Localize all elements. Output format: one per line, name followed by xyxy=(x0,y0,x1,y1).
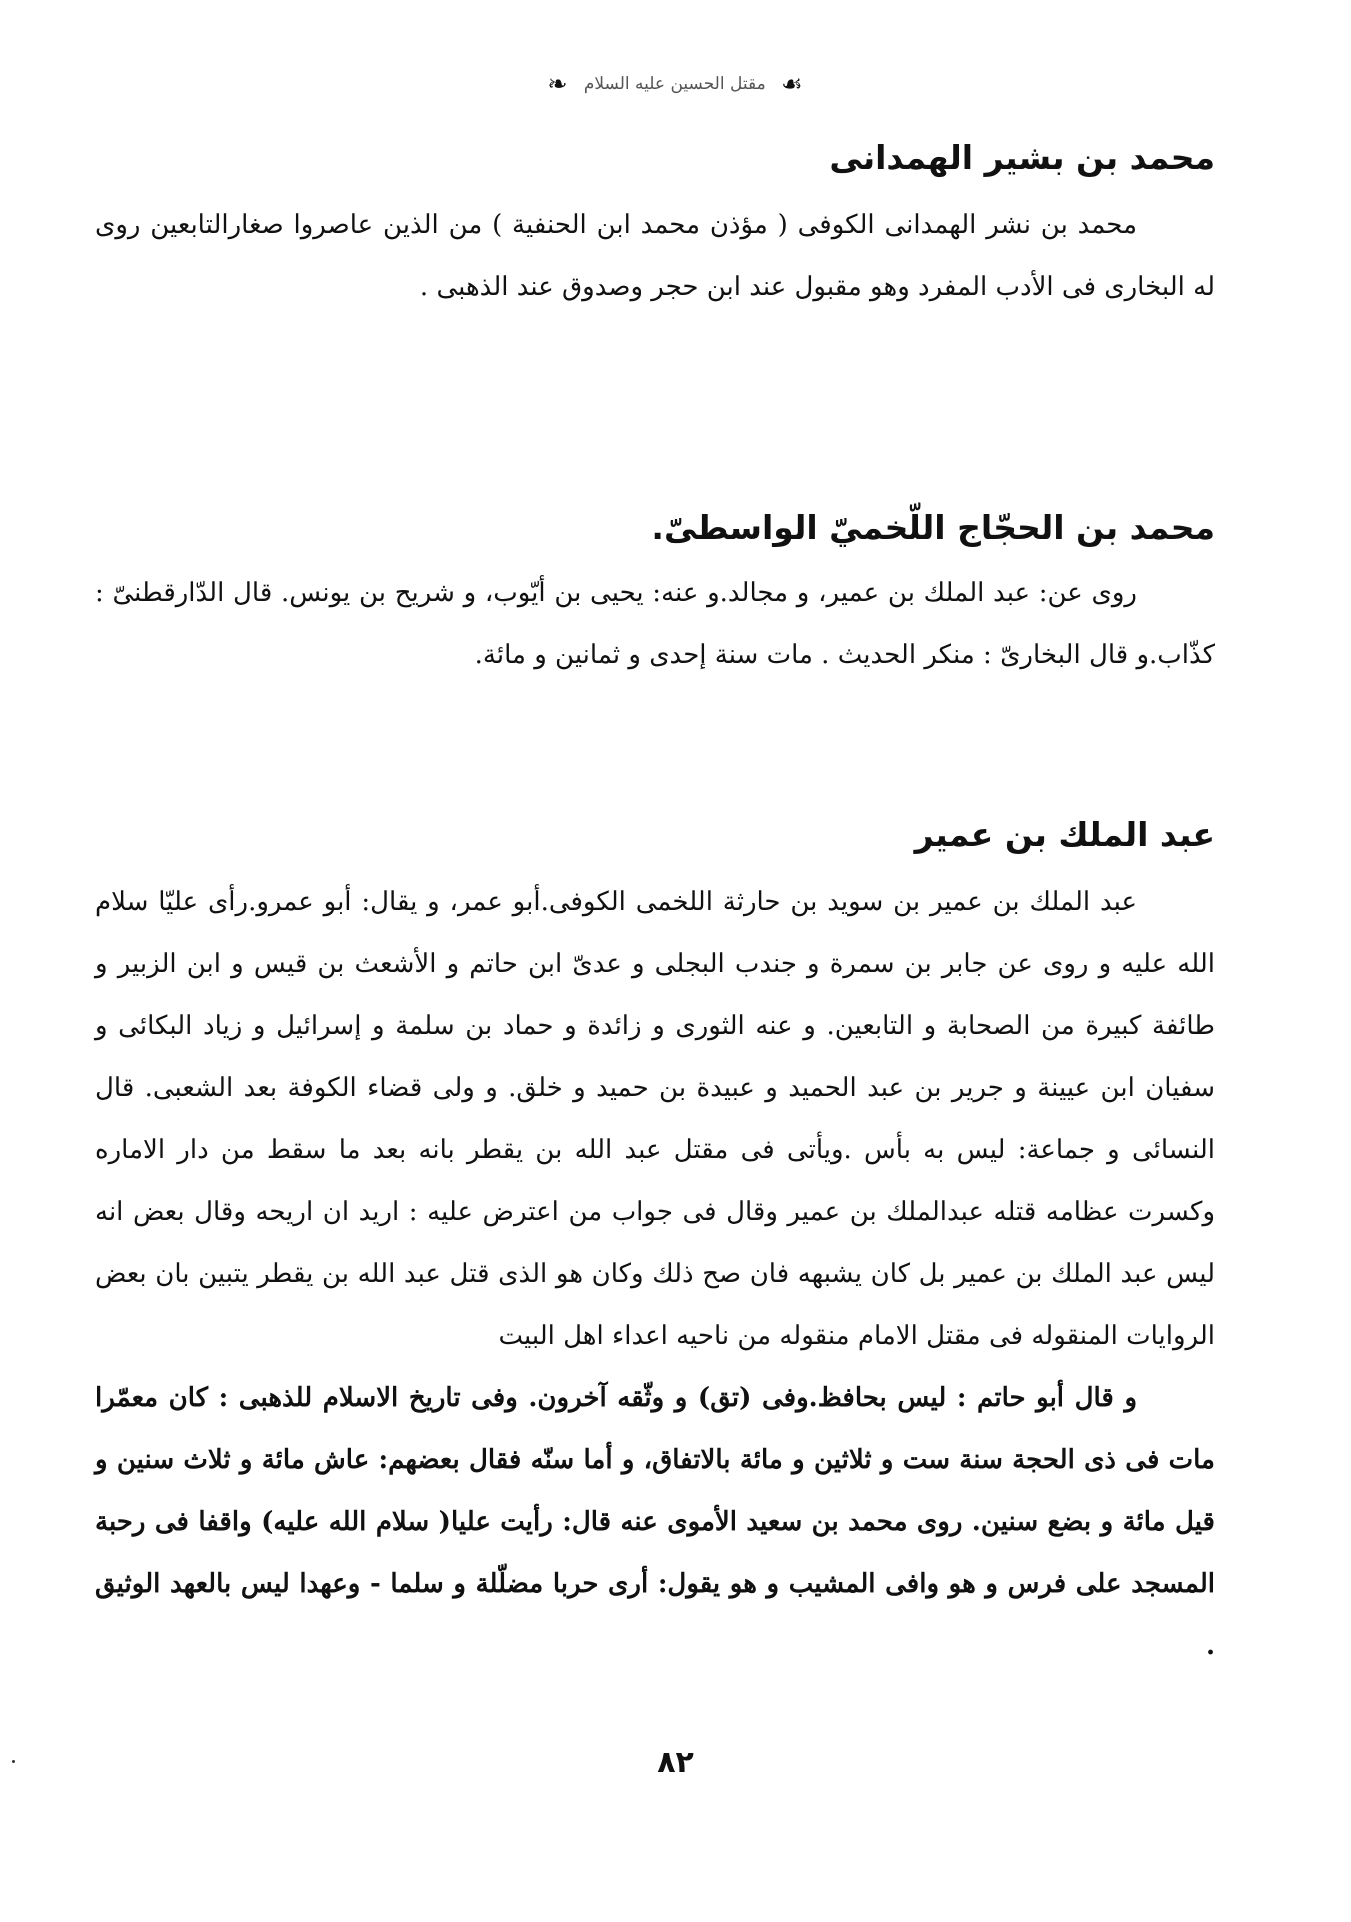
section-title: محمد بن بشير الهمدانى xyxy=(829,138,1215,177)
header-ornament-left-icon: ❧ xyxy=(547,70,569,98)
section-muhammad-ibn-bashir xyxy=(95,128,1215,318)
section-abd-al-malik-ibn-umayr xyxy=(95,805,1215,1677)
section-paragraph-bold: و قال أبو حاتم : ليس بحافظ.وفى (تق) و وثّقه آخرون. وفى تاريخ الاسلام للذهبى : كان معمّرا مات فى ذى الحجة سنة ست و ثلاثين و مائة بالاتفاق، و أما سنّه فقال بعضهم: عاش مائة و ثلاث سنين و قيل مائة و بضع سنين. روى محمد بن سعيد الأموى عنه قال: رأيت عليا( سلام الله عليه) واقفا فى رحبة المسجد على فرس و هو وافى المشيب و هو يقول: أرى حربا مضلّلة و سلما - وعهدا ليس بالعهد الوثيق . xyxy=(95,1383,1215,1661)
running-header-text: مقتل الحسين عليه السلام xyxy=(583,74,766,94)
section-title: محمد بن الحجّاج اللّخميّ الواسطىّ. xyxy=(651,508,1215,547)
running-header xyxy=(0,70,1351,98)
section-paragraph: عبد الملك بن عمير بن سويد بن حارثة اللخمى الكوفى.أبو عمر، و يقال: أبو عمرو.رأى عليّا سلام الله عليه و روى عن جابر بن سمرة و جندب البجلى و عدىّ ابن حاتم و الأشعث بن قيس و ابن الزبير و طائفة كبيرة من الصحابة و التابعين. و عنه الثورى و زائدة و حماد بن سلمة و إسرائيل و زياد البكائى و سفيان ابن عيينة و جرير بن عبد الحميد و عبيدة بن حميد و خلق. و ولى قضاء الكوفة بعد الشعبى. قال النسائى و جماعة: ليس به بأس .ويأتى فى مقتل عبد الله بن يقطر بانه بعد ما سقط من دار الاماره وكسرت عظامه قتله عبدالملك بن عمير وقال فى جواب من اعترض عليه : اريد ان اريحه وقال بعض انه ليس عبد الملك بن عمير بل كان يشبهه فان صح ذلك وكان هو الذى قتل عبد الله بن يقطر يتبين بان بعض الروايات المنقوله فى مقتل الامام منقوله من ناحيه اعداء اهل البيت xyxy=(95,887,1215,1351)
section-paragraph: روى عن: عبد الملك بن عمير، و مجالد.و عنه: يحيى بن أيّوب، و شريح بن يونس. قال الدّارقطنىّ : كذّاب.و قال البخارىّ : منكر الحديث . مات سنة إحدى و ثمانين و مائة. xyxy=(95,578,1215,670)
header-ornament-right-icon: ☙ xyxy=(781,70,804,98)
section-muhammad-ibn-hajjaj xyxy=(95,498,1215,686)
margin-dot xyxy=(12,1760,15,1763)
section-paragraph: محمد بن نشر الهمدانى الكوفى ( مؤذن محمد ابن الحنفية ) من الذين عاصروا صغارالتابعين روى له البخارى فى الأدب المفرد وهو مقبول عند ابن حجر وصدوق عند الذهبى . xyxy=(95,210,1215,302)
section-title: عبد الملك بن عمير xyxy=(914,815,1215,854)
page-number: ٨٢ xyxy=(657,1745,694,1780)
